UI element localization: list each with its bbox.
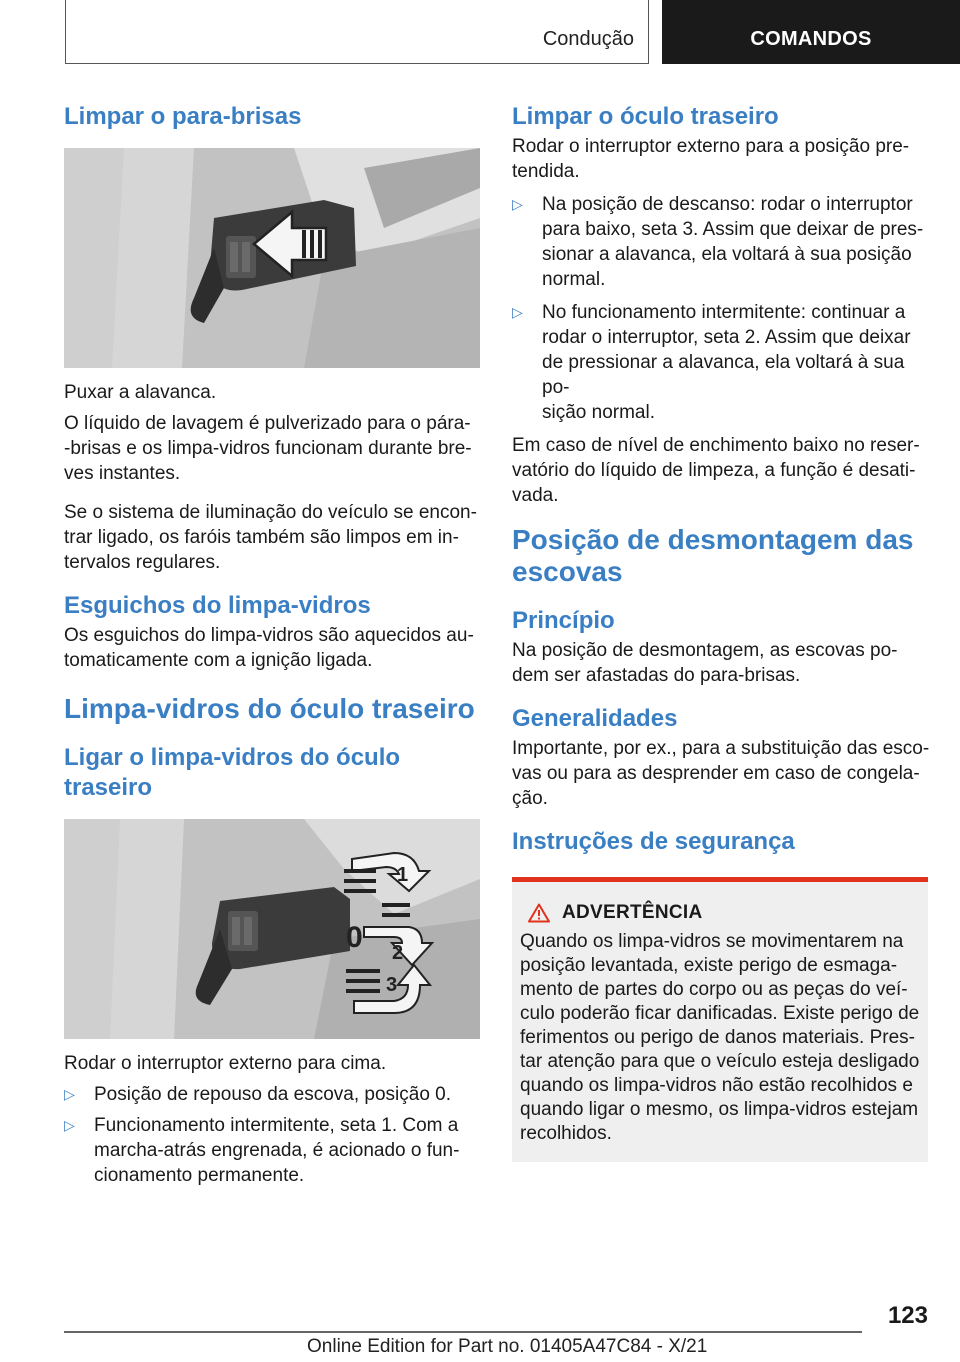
right-column (512, 102, 930, 1162)
list-item (512, 300, 930, 425)
warning-text: Quando os limpa-vidros se movimentarem na posição levantada, existe perigo de esmaga- mento de partes do corpo ou as peças do veí- culo poderão ficar danificadas. Existe perigo de ferimentos ou perigo de danos materiais. Pres- tar atenção para que o veículo esteja desligado quando os limpa-vidros não estão recolhidos e quando ligar o mesmo, os limpa-vidros estejam recolhidos. (520, 931, 920, 1144)
warning-box (512, 877, 928, 1162)
heading-safety-instructions: Instruções de segurança (512, 828, 795, 855)
triangle-bullet-icon: ▷ (512, 304, 523, 320)
list-item-text: No funcionamento intermitente: continuar a rodar o interruptor, seta 2. Assim que deixar de pressionar a alavanca, ela voltará à sua po- sição normal. (542, 302, 911, 423)
triangle-bullet-icon: ▷ (512, 196, 523, 212)
paragraph-principle: Na posição de desmontagem, as escovas po- dem ser afastadas do para-brisas. (512, 640, 898, 686)
switch-position-0: 0 (346, 921, 363, 954)
warning-title: ADVERTÊNCIA (562, 902, 703, 923)
left-column (64, 102, 482, 1188)
list-rear-wiper-operation (512, 192, 930, 425)
heading-clean-windshield: Limpar o para-brisas (64, 103, 302, 130)
list-item (512, 192, 930, 292)
heading-rear-wiper: Limpa-vidros do óculo traseiro (64, 693, 475, 724)
rear-wiper-switch-illustration (64, 819, 480, 1039)
heading-clean-rear-window: Limpar o óculo traseiro (512, 103, 779, 130)
list-rear-wiper-positions (64, 1082, 482, 1188)
switch-position-1: 1 (397, 864, 409, 886)
paragraph-general: Importante, por ex., para a substituição das esco- vas ou para as desprender em caso de congela- ção. (512, 738, 930, 809)
section-title: COMANDOS (750, 28, 872, 50)
paragraph-washer-fluid: O líquido de lavagem é pulverizado para o pára- -brisas e os limpa-vidros funcionam durante bre- ves instantes. (64, 413, 472, 484)
warning-header (520, 902, 920, 924)
paragraph-pull-lever: Puxar a alavanca. (64, 382, 217, 403)
paragraph-turn-switch-up: Rodar o interruptor externo para cima. (64, 1053, 387, 1074)
figure-wiper-lever-pull (64, 148, 480, 368)
paragraph-low-fluid-level: Em caso de nível de enchimento baixo no reser- vatório do líquido de limpeza, a função é desati- vada. (512, 435, 920, 506)
heading-principle: Princípio (512, 607, 615, 634)
switch-position-3: 3 (386, 974, 398, 996)
figure-rear-wiper-switch (64, 819, 480, 1039)
chapter-title: Condução (542, 28, 634, 50)
header-section-tab (662, 0, 960, 64)
triangle-bullet-icon: ▷ (64, 1086, 75, 1102)
header-chapter-tab (65, 0, 649, 64)
paragraph-turn-switch-position: Rodar o interruptor externo para a posição pre- tendida. (512, 136, 910, 182)
paragraph-heated-nozzles: Os esguichos do limpa-vidros são aquecidos au- tomaticamente com a ignição ligada. (64, 625, 474, 671)
triangle-bullet-icon: ▷ (64, 1117, 75, 1133)
heading-washer-nozzles: Esguichos do limpa-vidros (64, 592, 371, 619)
switch-position-2: 2 (392, 942, 404, 964)
list-item (64, 1113, 482, 1188)
page-number: 123 (887, 1302, 928, 1329)
list-item-text: Posição de repouso da escova, posição 0. (94, 1084, 452, 1105)
list-item-text: Na posição de descanso: rodar o interruptor para baixo, seta 3. Assim que deixar de pres- sionar a alavanca, ela voltará à sua posição normal. (542, 194, 924, 290)
list-item-text: Funcionamento intermitente, seta 1. Com a marcha-atrás engrenada, é acionado o fun- cionamento permanente. (94, 1115, 460, 1186)
warning-triangle-icon (528, 903, 550, 923)
heading-general: Generalidades (512, 705, 678, 732)
footer-divider (64, 1331, 862, 1333)
paragraph-headlight-cleaning: Se o sistema de iluminação do veículo se encon- trar ligado, os faróis também são limpos em in- tervalos regulares. (64, 502, 477, 573)
footer-edition: Online Edition for Part no. 01405A47C84 - X/21 (307, 1336, 708, 1357)
wiper-lever-pull-illustration (64, 148, 480, 368)
heading-switch-on-rear-wiper: Ligar o limpa-vidros do óculo traseiro (64, 744, 401, 801)
heading-dismount-position: Posição de desmontagem das escovas (512, 524, 914, 587)
list-item (64, 1082, 482, 1107)
